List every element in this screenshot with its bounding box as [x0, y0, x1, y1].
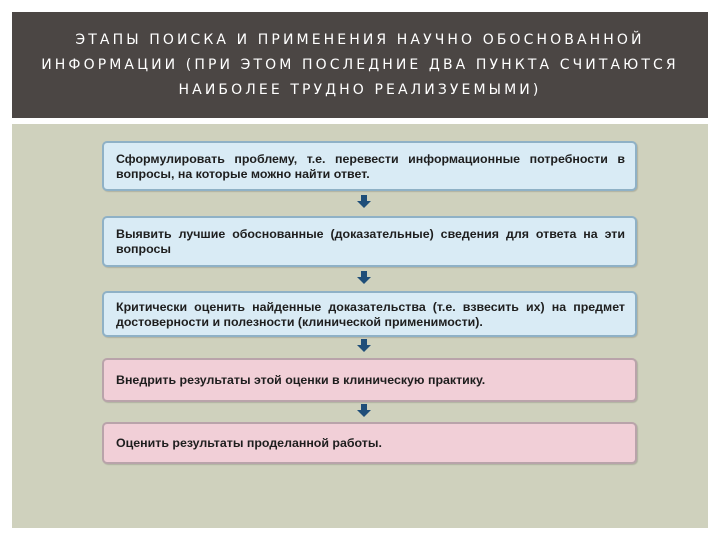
step-box-3: [102, 291, 637, 337]
step-box-1: [102, 141, 637, 191]
page-title: ЭТАПЫ ПОИСКА И ПРИМЕНЕНИЯ НАУЧНО ОБОСНОВАННОЙ ИНФОРМАЦИИ (ПРИ ЭТОМ ПОСЛЕДНИЕ ДВА ПУНКТА СЧИТАЮТСЯ НАИБОЛЕЕ ТРУДНО РЕАЛИЗУЕМЫМИ): [41, 31, 679, 98]
step-box-2: [102, 216, 637, 267]
step-box-5: [102, 422, 637, 464]
step-4-text: Внедрить результаты этой оценки в клиническую практику.: [116, 373, 486, 387]
title-banner: [12, 12, 708, 118]
down-arrow-icon: [357, 271, 371, 285]
step-3-text: Критически оценить найденные доказательства (т.е. взвесить их) на предмет достоверности и полезности (клинической применимости).: [116, 299, 625, 329]
step-2-text: Выявить лучшие обоснованные (доказательные) сведения для ответа на эти вопросы: [116, 227, 625, 256]
down-arrow-icon: [357, 339, 371, 353]
down-arrow-icon: [357, 404, 371, 418]
step-box-4: [102, 358, 637, 402]
step-5-text: Оценить результаты проделанной работы.: [116, 436, 382, 450]
diagram-panel: [12, 124, 708, 528]
down-arrow-icon: [357, 195, 371, 209]
step-1-text: Сформулировать проблему, т.е. перевести информационные потребности в вопросы, на которые можно найти ответ.: [116, 151, 625, 181]
